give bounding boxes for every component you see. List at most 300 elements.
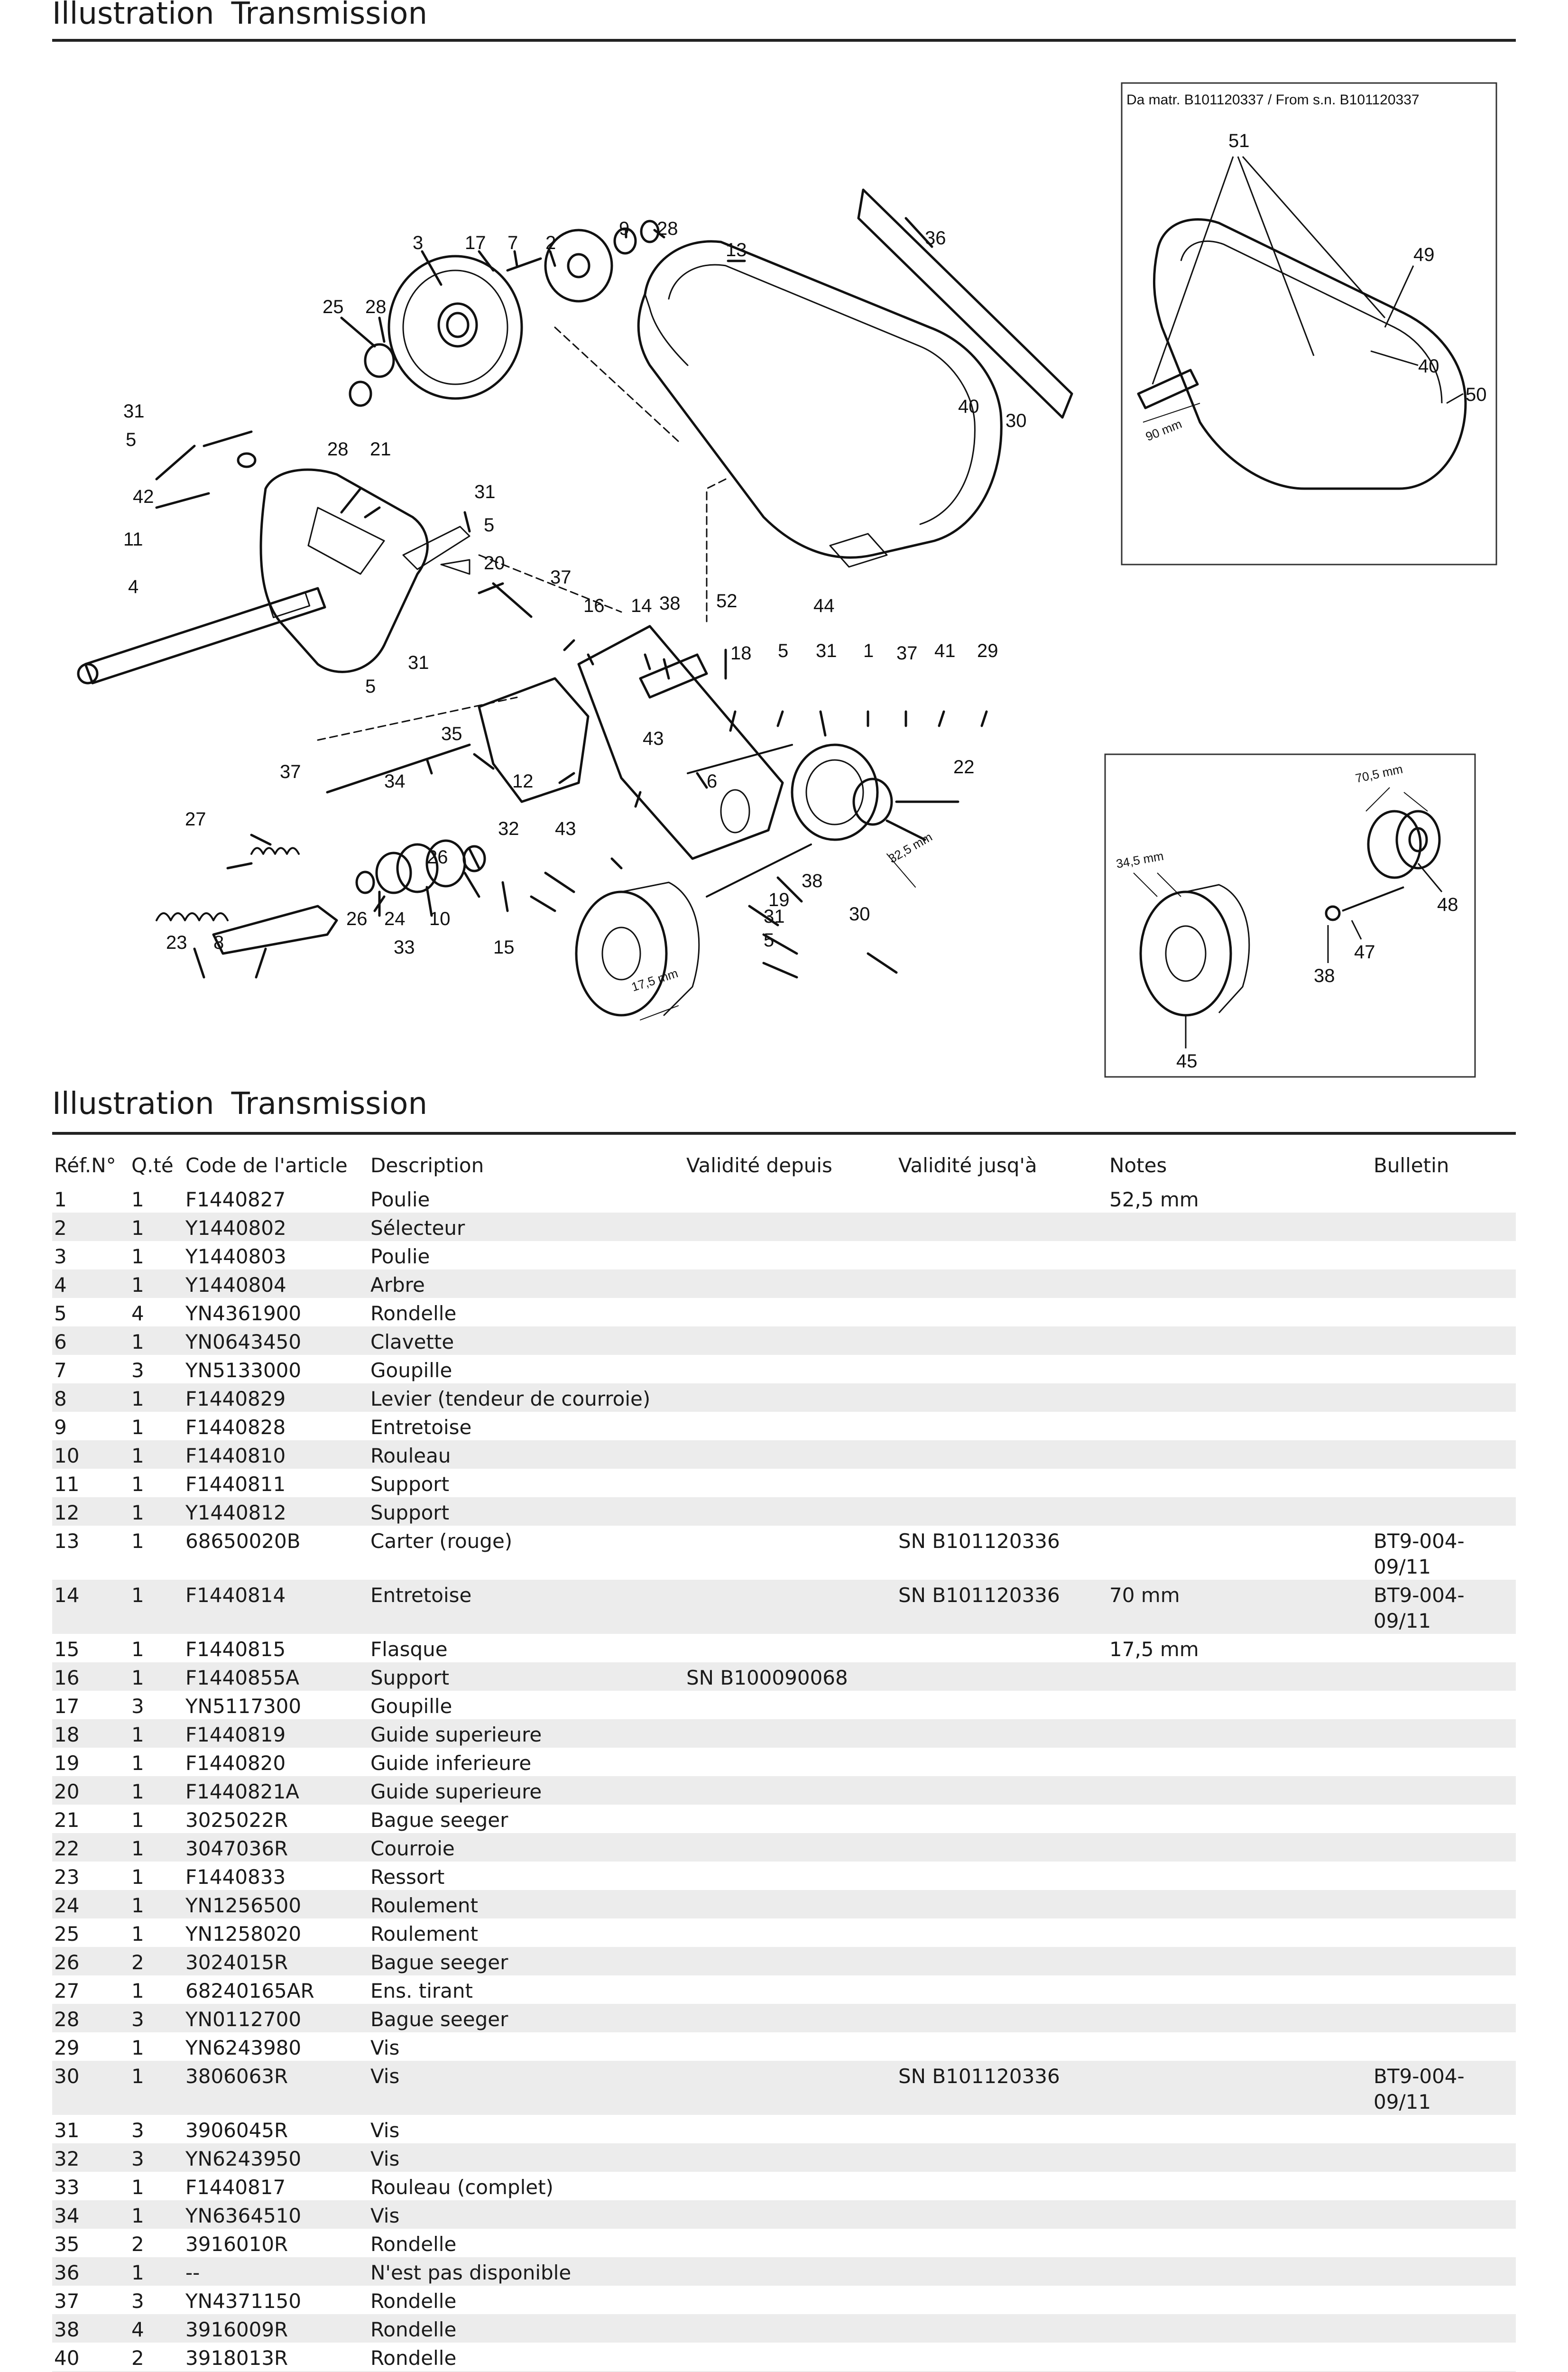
callout-label: 41 (934, 640, 956, 661)
section-rule (52, 1132, 1516, 1135)
dimension-label: 17,5 mm (629, 965, 680, 994)
bulletin-cell (1372, 1862, 1516, 1890)
ref-cell: 18 (52, 1719, 129, 1748)
code-cell: F1440829 (184, 1383, 369, 1412)
valid-from-cell (684, 2286, 896, 2314)
valid-from-cell (684, 2314, 896, 2343)
valid-to-cell (896, 1241, 1107, 1269)
callout-label: 5 (484, 515, 495, 536)
section-title (52, 1086, 427, 1121)
table-row (52, 1469, 1516, 1497)
ref-cell: 16 (52, 1662, 129, 1691)
valid-from-cell (684, 1184, 896, 1213)
callout-label: 13 (726, 240, 747, 260)
callout-label: 31 (764, 906, 785, 927)
description-cell: Poulie (370, 1245, 430, 1268)
bulletin-cell (1372, 1776, 1516, 1805)
bulletin-cell: BT9-004-09/11 (1374, 1529, 1465, 1578)
callout-label: 4 (128, 576, 139, 597)
code-cell: F1440814 (184, 1580, 369, 1634)
qty-cell: 1 (131, 1245, 144, 1268)
valid-from-cell (684, 2032, 896, 2061)
column-header: Bulletin (1374, 1154, 1449, 1177)
qty-cell: 1 (129, 1776, 184, 1805)
code-cell: F1440821A (184, 1776, 369, 1805)
description-cell: Sélecteur (369, 1213, 684, 1241)
table-row (52, 1412, 1516, 1440)
ref-cell: 5 (54, 1302, 67, 1325)
description-cell: Bague seeger (370, 1808, 508, 1832)
notes-cell (1107, 2200, 1372, 2229)
ref-cell: 33 (54, 2176, 80, 2199)
qty-cell: 2 (129, 1947, 184, 1975)
callout-label: 37 (550, 567, 572, 588)
callout-label: 17 (465, 232, 486, 253)
callout-label: 19 (768, 890, 790, 910)
valid-to-cell: SN B101120336 (896, 2061, 1107, 2115)
bulletin-cell (1372, 2004, 1516, 2032)
callout-label: 15 (493, 937, 515, 958)
notes-cell (1107, 1975, 1372, 2004)
callout-label: 8 (213, 932, 224, 953)
table-row (52, 2143, 1516, 2172)
valid-to-cell (896, 2172, 1107, 2200)
section-title-word: Illustration (52, 1086, 214, 1121)
valid-to-cell (896, 1269, 1107, 1298)
callout-label: 5 (365, 676, 376, 697)
table-row (52, 1691, 1516, 1719)
valid-from-cell (684, 1748, 896, 1776)
callout-label: 28 (365, 296, 387, 317)
ref-cell: 31 (54, 2119, 80, 2142)
bulletin-cell (1372, 1298, 1516, 1326)
qty-cell: 2 (131, 2233, 144, 2256)
valid-from-cell (684, 1469, 896, 1497)
notes-cell (1107, 1440, 1372, 1469)
ref-cell: 9 (54, 1416, 67, 1439)
table-row (52, 1662, 1516, 1691)
callout-label: 23 (166, 932, 187, 953)
valid-to-cell (896, 2115, 1107, 2143)
code-cell: YN1258020 (185, 1922, 302, 1946)
callout-label: 7 (507, 232, 518, 253)
bulletin-cell (1372, 1662, 1516, 1691)
valid-from-cell (684, 1497, 896, 1526)
valid-to-cell (896, 1184, 1107, 1213)
notes-cell (1107, 1383, 1372, 1412)
table-row (52, 1890, 1516, 1918)
callout-label: 45 (1176, 1051, 1198, 1072)
qty-cell: 1 (131, 2036, 144, 2059)
table-row (52, 2257, 1516, 2286)
callout-label: 29 (977, 640, 998, 661)
ref-cell: 28 (52, 2004, 129, 2032)
qty-cell: 1 (131, 1922, 144, 1946)
notes-cell (1107, 1805, 1372, 1833)
callout-label: 27 (185, 809, 206, 830)
bulletin-cell (1372, 2143, 1516, 2172)
description-cell: Support (369, 1497, 684, 1526)
notes-cell: 52,5 mm (1109, 1188, 1199, 1211)
callout-label: 14 (631, 595, 652, 616)
code-cell: YN4371150 (185, 2289, 302, 2313)
section-title-word: Transmission (231, 0, 427, 31)
qty-cell: 1 (131, 2176, 144, 2199)
ref-cell: 4 (52, 1269, 129, 1298)
valid-to-cell (896, 2314, 1107, 2343)
callout-label: 5 (778, 640, 789, 661)
callout-label: 43 (643, 728, 664, 749)
callout-label: 10 (429, 908, 451, 929)
valid-to-cell (896, 2257, 1107, 2286)
table-row (52, 1748, 1516, 1776)
valid-to-cell (896, 1469, 1107, 1497)
bulletin-cell (1372, 1691, 1516, 1719)
table-row (52, 2286, 1516, 2314)
description-cell: Guide superieure (369, 1776, 684, 1805)
bulletin-cell (1372, 1412, 1516, 1440)
description-cell: Carter (rouge) (370, 1529, 513, 1553)
qty-cell: 1 (131, 1188, 144, 1211)
notes-cell (1107, 1890, 1372, 1918)
qty-cell: 1 (129, 1326, 184, 1355)
qty-cell: 1 (129, 2257, 184, 2286)
table-row (52, 2172, 1516, 2200)
notes-cell (1107, 2172, 1372, 2200)
inset-engine-flasque (1105, 754, 1475, 1077)
table-row (52, 2200, 1516, 2229)
valid-to-cell (896, 2143, 1107, 2172)
code-cell: YN6364510 (184, 2200, 369, 2229)
description-cell: Bague seeger (369, 2004, 684, 2032)
code-cell: 3047036R (184, 1833, 369, 1862)
callout-label: 24 (384, 908, 406, 929)
description-cell: Support (369, 1662, 684, 1691)
description-cell: Guide superieure (369, 1719, 684, 1748)
ref-cell: 1 (54, 1188, 67, 1211)
valid-from-cell (684, 1269, 896, 1298)
code-cell: 3024015R (184, 1947, 369, 1975)
qty-cell: 1 (131, 1638, 144, 1661)
ref-cell: 2 (52, 1213, 129, 1241)
table-row (52, 1269, 1516, 1298)
valid-from-cell (684, 1383, 896, 1412)
table-row (52, 1805, 1516, 1833)
table-header-row (52, 1143, 1516, 1184)
parts-table (52, 1143, 1516, 2372)
callout-label: 9 (619, 218, 630, 239)
callout-label: 3 (413, 232, 424, 253)
code-cell: YN4361900 (185, 1302, 302, 1325)
notes-cell (1107, 1691, 1372, 1719)
valid-from-cell (684, 1833, 896, 1862)
ref-cell: 6 (52, 1326, 129, 1355)
callout-label: 20 (484, 553, 505, 574)
table-row (52, 1634, 1516, 1662)
ref-cell: 37 (54, 2289, 80, 2313)
ref-cell: 14 (52, 1580, 129, 1634)
table-row (52, 1440, 1516, 1469)
description-cell: Rondelle (370, 2233, 457, 2256)
description-cell: Vis (369, 2200, 684, 2229)
ref-cell: 38 (52, 2314, 129, 2343)
notes-cell (1107, 2286, 1372, 2314)
valid-from-cell (684, 1213, 896, 1241)
ref-cell: 26 (52, 1947, 129, 1975)
callout-label: 40 (958, 396, 979, 417)
description-cell: Vis (370, 2119, 400, 2142)
table-row (52, 1918, 1516, 1947)
qty-cell: 1 (131, 1416, 144, 1439)
description-cell: Vis (369, 2061, 684, 2115)
ref-cell: 17 (54, 1695, 80, 1718)
bulletin-cell (1372, 1355, 1516, 1383)
notes-cell (1107, 1326, 1372, 1355)
bulletin-cell (1372, 1918, 1516, 1947)
callout-label: 26 (427, 847, 448, 868)
callout-label: 12 (512, 771, 534, 792)
callout-label: 35 (441, 723, 462, 744)
qty-cell: 1 (131, 1865, 144, 1889)
ref-cell: 21 (54, 1808, 80, 1832)
callout-label: 49 (1413, 244, 1435, 265)
table-row (52, 2314, 1516, 2343)
ref-cell: 3 (54, 1245, 67, 1268)
qty-cell: 1 (129, 1890, 184, 1918)
table-row (52, 1184, 1516, 1213)
description-cell: Rouleau (complet) (370, 2176, 553, 2199)
description-cell: Roulement (370, 1922, 478, 1946)
notes-cell (1107, 2229, 1372, 2257)
code-cell: Y1440804 (184, 1269, 369, 1298)
qty-cell: 3 (131, 2119, 144, 2142)
callout-label: 32 (498, 818, 519, 839)
callout-label: 25 (323, 296, 344, 317)
qty-cell: 3 (131, 2289, 144, 2313)
description-cell: Vis (369, 2143, 684, 2172)
valid-to-cell (896, 1748, 1107, 1776)
column-header: Notes (1109, 1154, 1167, 1177)
ref-cell: 40 (54, 2346, 80, 2370)
notes-cell (1107, 1269, 1372, 1298)
description-cell: Bague seeger (369, 1947, 684, 1975)
table-row (52, 1776, 1516, 1805)
valid-to-cell (896, 2200, 1107, 2229)
valid-from-cell (684, 1918, 896, 1947)
notes-cell (1107, 2032, 1372, 2061)
valid-from-cell (684, 1241, 896, 1269)
valid-from-cell: SN B100090068 (684, 1662, 896, 1691)
valid-to-cell (896, 1440, 1107, 1469)
bulletin-cell (1372, 1719, 1516, 1748)
valid-from-cell (684, 1440, 896, 1469)
notes-cell (1107, 1862, 1372, 1890)
callout-label: 38 (802, 871, 823, 891)
description-cell: N'est pas disponible (369, 2257, 684, 2286)
table-row (52, 2343, 1516, 2371)
notes-cell (1107, 2004, 1372, 2032)
section-title (52, 0, 427, 31)
valid-to-cell (896, 2032, 1107, 2061)
qty-cell: 3 (129, 2004, 184, 2032)
ref-cell: 20 (52, 1776, 129, 1805)
description-cell: Clavette (369, 1326, 684, 1355)
callout-label: 31 (408, 652, 429, 673)
valid-from-cell (684, 1326, 896, 1355)
notes-cell (1107, 1469, 1372, 1497)
description-cell: Entretoise (370, 1416, 472, 1439)
ref-cell: 22 (52, 1833, 129, 1862)
ref-cell: 23 (54, 1865, 80, 1889)
table-row (52, 1497, 1516, 1526)
callout-label: 48 (1437, 894, 1458, 915)
code-cell: F1440855A (184, 1662, 369, 1691)
valid-to-cell (896, 1918, 1107, 1947)
description-cell: Goupille (370, 1695, 452, 1718)
table-row (52, 1719, 1516, 1748)
valid-to-cell (896, 1890, 1107, 1918)
table-row (52, 1862, 1516, 1890)
bulletin-cell (1372, 2343, 1516, 2371)
qty-cell: 1 (129, 1440, 184, 1469)
valid-from-cell (684, 1580, 896, 1634)
qty-cell: 3 (131, 1695, 144, 1718)
table-row (52, 1241, 1516, 1269)
valid-from-cell (684, 1298, 896, 1326)
valid-from-cell (684, 1862, 896, 1890)
callout-label: 44 (813, 595, 835, 616)
qty-cell: 1 (129, 1213, 184, 1241)
qty-cell: 1 (131, 1529, 144, 1553)
bulletin-cell (1372, 2032, 1516, 2061)
valid-from-cell (684, 2115, 896, 2143)
column-header: Q.té (131, 1154, 174, 1177)
qty-cell: 1 (131, 1473, 144, 1496)
table-row (52, 1383, 1516, 1412)
qty-cell: 4 (129, 2314, 184, 2343)
ref-cell: 8 (52, 1383, 129, 1412)
valid-to-cell (896, 2004, 1107, 2032)
ref-cell: 10 (52, 1440, 129, 1469)
qty-cell: 1 (129, 1833, 184, 1862)
bulletin-cell (1372, 2200, 1516, 2229)
callout-label: 1 (863, 640, 874, 661)
qty-cell: 4 (131, 1302, 144, 1325)
valid-to-cell (896, 1634, 1107, 1662)
dimension-label: 90 mm (1144, 416, 1184, 444)
ref-cell: 12 (52, 1497, 129, 1526)
table-row (52, 2004, 1516, 2032)
valid-from-cell (684, 2004, 896, 2032)
valid-from-cell (684, 1719, 896, 1748)
inset-from-serial (1122, 83, 1496, 565)
callout-label: 5 (764, 930, 775, 951)
qty-cell: 1 (129, 1662, 184, 1691)
callout-label: 40 (1418, 356, 1439, 377)
notes-cell (1107, 1497, 1372, 1526)
table-row (52, 2229, 1516, 2257)
code-cell: YN1256500 (184, 1890, 369, 1918)
dimension-label: 70,5 mm (1354, 761, 1404, 786)
qty-cell: 1 (131, 1979, 144, 2002)
ref-cell: 30 (52, 2061, 129, 2115)
qty-cell: 1 (129, 1497, 184, 1526)
valid-to-cell (896, 1833, 1107, 1862)
description-cell: Arbre (369, 1269, 684, 1298)
bulletin-cell (1372, 1975, 1516, 2004)
valid-to-cell (896, 1776, 1107, 1805)
valid-to-cell (896, 1355, 1107, 1383)
notes-cell (1107, 1776, 1372, 1805)
qty-cell: 1 (131, 1808, 144, 1832)
valid-to-cell (896, 1975, 1107, 2004)
ref-cell: 13 (54, 1529, 80, 1553)
notes-cell (1107, 1947, 1372, 1975)
exploded-parts-diagram (52, 62, 1516, 1086)
bulletin-cell (1372, 1241, 1516, 1269)
code-cell: YN0112700 (184, 2004, 369, 2032)
callout-label: 33 (394, 937, 415, 958)
valid-to-cell (896, 1719, 1107, 1748)
section-rule (52, 39, 1516, 42)
table-row (52, 1298, 1516, 1326)
code-cell: F1440833 (185, 1865, 286, 1889)
qty-cell: 3 (129, 2143, 184, 2172)
valid-to-cell (896, 1497, 1107, 1526)
code-cell: F1440810 (184, 1440, 369, 1469)
code-cell: 3916009R (184, 2314, 369, 2343)
bulletin-cell (1372, 1805, 1516, 1833)
qty-cell: 1 (129, 1719, 184, 1748)
ref-cell: 36 (52, 2257, 129, 2286)
code-cell: Y1440802 (184, 1213, 369, 1241)
bulletin-cell (1372, 1947, 1516, 1975)
dimension-label: 34,5 mm (1115, 848, 1165, 871)
notes-cell (1107, 2343, 1372, 2371)
valid-from-cell (684, 1691, 896, 1719)
inset-caption: Da matr. B101120337 / From s.n. B101120337 (1126, 92, 1420, 108)
bulletin-cell (1372, 2314, 1516, 2343)
table-row (52, 1213, 1516, 1241)
table-row (52, 1526, 1516, 1580)
callout-label: 16 (583, 595, 605, 616)
callout-label: 38 (1314, 965, 1335, 986)
valid-from-cell (684, 2200, 896, 2229)
callout-label: 47 (1354, 942, 1375, 963)
valid-to-cell (896, 1412, 1107, 1440)
code-cell: 3025022R (185, 1808, 288, 1832)
bulletin-cell (1372, 2286, 1516, 2314)
code-cell: Y1440803 (185, 1245, 286, 1268)
valid-to-cell: SN B101120336 (898, 1529, 1060, 1553)
bulletin-cell (1372, 1497, 1516, 1526)
table-row (52, 1947, 1516, 1975)
code-cell: YN0643450 (184, 1326, 369, 1355)
notes-cell: 17,5 mm (1109, 1638, 1199, 1661)
qty-cell: 1 (131, 1751, 144, 1775)
notes-cell (1107, 1355, 1372, 1383)
valid-from-cell (684, 2343, 896, 2371)
callout-label: 42 (133, 486, 154, 507)
notes-cell (1107, 1833, 1372, 1862)
callout-label: 30 (849, 904, 870, 925)
ref-cell: 29 (54, 2036, 80, 2059)
valid-from-cell (684, 1890, 896, 1918)
qty-cell: 1 (129, 1383, 184, 1412)
valid-to-cell (896, 2286, 1107, 2314)
bulletin-cell (1372, 1833, 1516, 1862)
code-cell: F1440820 (185, 1751, 286, 1775)
